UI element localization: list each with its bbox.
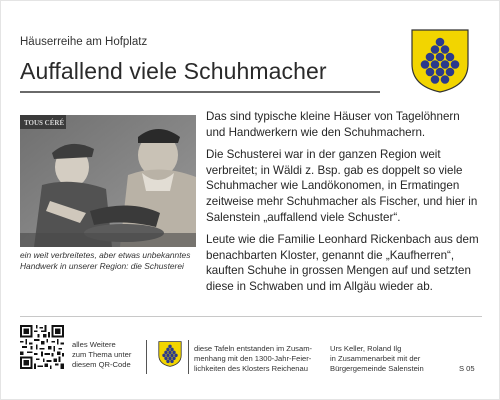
page-code: S 05 bbox=[459, 364, 475, 373]
mini-coat-of-arms-icon bbox=[158, 340, 182, 368]
paragraph: Leute wie die Familie Leonhard Rickenbach aus dem benachbarten Kloster, genannt die „Kaufherren“, kauften Schuhe in grossen Mengen auf und setzten diese in Schwaben und im Allgäu wieder ab. bbox=[206, 233, 479, 293]
title-underline bbox=[20, 91, 380, 93]
paragraph: Die Schusterei war in der ganzen Region weit verbreitet; in Wäldi z. Bsp. gab es doppelt so viele Schuhmacher wie Landökonomen, in Ermatingen zeitweise mehr Schuhmacher als Fischer, und hier in Salenstein „auffallend viele Schuster“. bbox=[206, 148, 478, 224]
photo-caption: ein weit verbreitetes, aber etwas unbekanntes Handwerk in unserer Region: die Schusterei bbox=[20, 250, 191, 271]
credits-text: Urs Keller, Roland Ilg in Zusammenarbeit mit der Bürgergemeinde Salenstein bbox=[330, 344, 424, 373]
coat-of-arms-icon bbox=[410, 28, 470, 94]
main-text bbox=[206, 109, 481, 302]
photo-sign-text: TOUS CÉRÉ bbox=[24, 119, 65, 127]
footer-divider bbox=[20, 316, 482, 317]
footer-separator bbox=[146, 340, 147, 374]
qr-hint-text: alles Weitere zum Thema unter diesem QR-Code bbox=[72, 340, 132, 369]
shoemaker-photo bbox=[20, 115, 196, 247]
anniversary-text: diese Tafeln entstanden im Zusam- menhang mit den 1300-Jahr-Feier- lichkeiten des Klosters Reichenau bbox=[194, 344, 313, 373]
footer-separator bbox=[188, 340, 189, 374]
paragraph: Das sind typische kleine Häuser von Tagelöhnern und Handwerkern wie den Schuhmachern. bbox=[206, 110, 460, 139]
page-title: Auffallend viele Schuhmacher bbox=[20, 58, 327, 84]
page-subtitle: Häuserreihe am Hofplatz bbox=[20, 36, 148, 48]
qr-code[interactable] bbox=[20, 325, 64, 369]
